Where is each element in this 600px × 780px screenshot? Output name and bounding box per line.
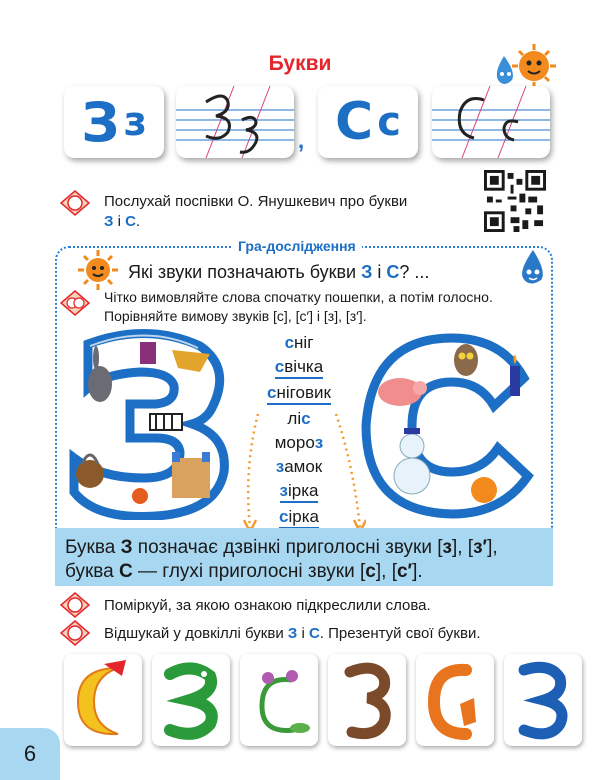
letter-z-lower: з — [123, 99, 147, 145]
page-title: Букви — [268, 52, 332, 75]
big-letter-z-puzzle — [60, 328, 238, 520]
task-think: Поміркуй, за якою ознакою підкреслили слова. — [104, 597, 431, 614]
game-label: Гра-дослідження — [232, 238, 362, 254]
question: Які звуки позначають букви З і С? ... — [128, 262, 430, 282]
cursive-s-card — [432, 86, 550, 158]
word-item: мороз — [274, 433, 324, 452]
qr-code-icon[interactable] — [484, 170, 546, 232]
talk-bullet-icon — [60, 290, 90, 316]
moon-c-thumb — [64, 654, 142, 746]
think-bullet-icon — [60, 592, 90, 618]
word-item: зірка — [280, 480, 319, 503]
sun-drop-mascots-icon — [488, 42, 558, 92]
word-item: сніг — [284, 333, 314, 352]
letter-card-s — [318, 86, 418, 158]
task-listen: Послухай поспівки О. Янушкевич про букви З і С. — [104, 193, 408, 230]
find-bullet-icon — [60, 620, 90, 646]
ribbon-z-thumb — [504, 654, 582, 746]
word-item: сніговик — [267, 382, 331, 405]
word-item: ліс — [287, 409, 311, 428]
fox-c-thumb — [416, 654, 494, 746]
cursive-z-card — [176, 86, 294, 158]
sun-mascot-icon — [78, 250, 118, 290]
big-letter-s-puzzle — [352, 330, 538, 520]
comma: , — [298, 128, 305, 153]
listen-bullet-icon — [60, 190, 90, 216]
dotted-arrows-icon — [236, 408, 366, 536]
letter-z-upper: З — [81, 90, 120, 154]
word-item: замок — [275, 457, 323, 476]
letter-card-z — [64, 86, 164, 158]
word-item: сірка — [279, 506, 319, 529]
page-number: 6 — [0, 728, 60, 780]
letter-s-lower: с — [377, 99, 401, 145]
flower-c-thumb — [240, 654, 318, 746]
drop-mascot-icon — [515, 248, 551, 288]
snake-z-thumb — [152, 654, 230, 746]
task-find: Відшукай у довкіллі букви З і С. Презентуй свої букви. — [104, 625, 481, 642]
word-item: свічка — [275, 356, 323, 379]
instruction: Чітко вимовляйте слова спочатку пошепки, а потім голосно. Порівняйте вимову звуків [с], [с′] і [з], [з′]. — [104, 289, 493, 324]
rule-box: Буква З позначає дзвінкі приголосні звуки [з], [з′], буква С — глухі приголосні звуки [с], [с′]. — [55, 528, 553, 586]
ferret-z-thumb — [328, 654, 406, 746]
letter-s-upper: С — [335, 92, 374, 152]
